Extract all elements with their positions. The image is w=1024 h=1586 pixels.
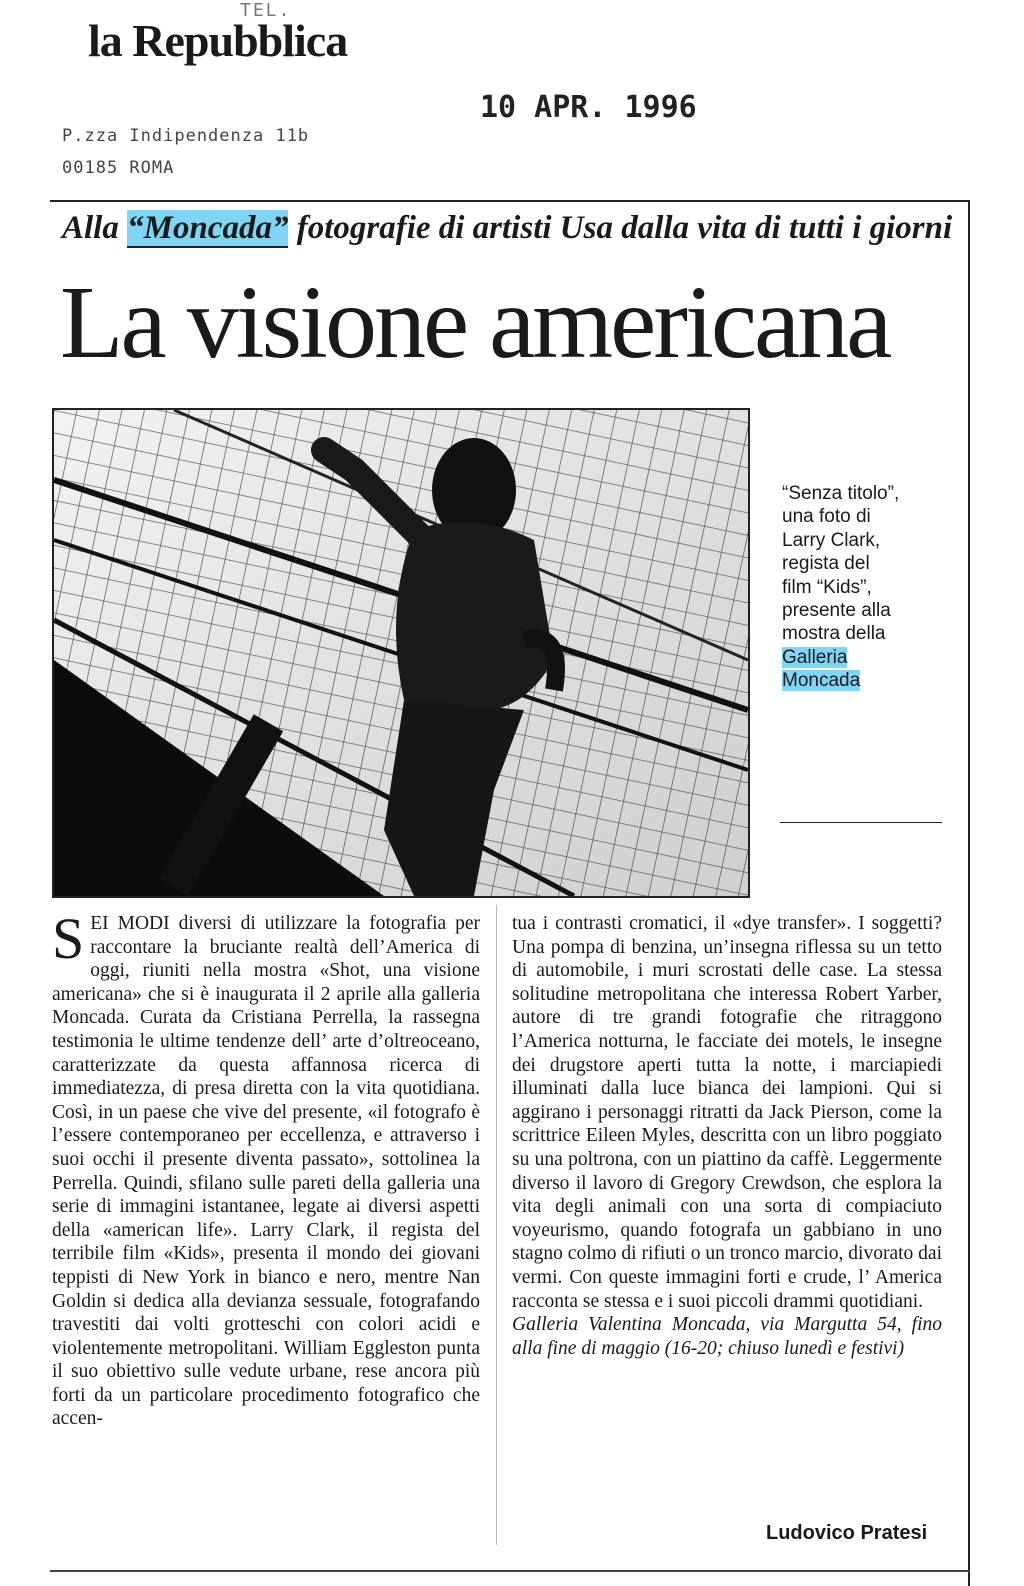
photo-larry-clark-net-climber-icon xyxy=(54,410,748,896)
kicker-highlight: “Moncada” xyxy=(127,210,289,246)
address-stamp xyxy=(62,120,309,184)
exhibition-info: Galleria Valentina Moncada, via Margutta 54, fino alla fine di maggio (16-20; chiuso lunedì e festivi) xyxy=(512,1314,942,1359)
article-column-2 xyxy=(512,912,942,1360)
author-byline: Ludovico Pratesi xyxy=(766,1522,928,1544)
top-stamp-text: TEL. xyxy=(240,0,292,21)
kicker-before: Alla xyxy=(62,210,128,246)
column-2-text: tua i contrasti cromatici, il «dye transfer». I soggetti? Una pompa di benzina, un’insegna riflessa su un tetto di automobile, i muri scrostati delle case. La stessa solitudine metropolitana che interessa Robert Yarber, autore di tre grandi fotografie che ritraggono l’America notturna, le facciate dei motels, le insegne dei drugstore aperti tutta la notte, i marciapiedi illuminati dalla luce bianca dei lampioni. Qui si aggirano i personaggi ritratti da Jack Pierson, come la scrittrice Eileen Myles, descritta con un libro poggiato su una poltrona, con un piattino da caffè. Leggermente diverso il lavoro di Gregory Crewdson, che esplora la vita degli animali con una sorta di compiaciuto voyeurismo, quando fotografa un gabbiano in uno stagno colmo di rifiuti o un tronco marcio, divorato dai vermi. Con queste immagini forti e crude, l’ America racconta se stessa e i suoi piccoli drammi quotidiani. xyxy=(512,913,942,1312)
clipping-border-top xyxy=(50,200,970,202)
article-photo xyxy=(52,408,750,898)
newspaper-masthead: la Repubblica xyxy=(88,15,348,66)
date-stamp: 10 APR. 1996 xyxy=(480,90,697,125)
caption-highlight: Galleria Moncada xyxy=(782,646,861,692)
address-line-2: 00185 ROMA xyxy=(62,158,175,178)
article-headline: La visione americana xyxy=(60,265,890,380)
clipping-border-bottom xyxy=(50,1570,970,1572)
address-line-1: P.zza Indipendenza 11b xyxy=(62,126,310,146)
caption-text: “Senza titolo”, una foto di Larry Clark, regista del film “Kids”, presente alla mostra della xyxy=(782,483,900,645)
caption-rule xyxy=(780,822,942,823)
kicker-after: fotografie di artisti Usa dalla vita di tutti i giorni xyxy=(288,210,953,246)
column-1-text: EI MODI diversi di utilizzare la fotografia per raccontare la bruciante realtà dell’America di oggi, riuniti nella mostra «Shot, una visione americana» che si è inaugurata il 2 aprile alla galleria Moncada. Curata da Cristiana Perrella, la rassegna testimonia le ultime tendenze dell’ arte d’oltreoceano, caratterizzate da questa affannosa ricerca di immediatezza, di presa diretta con la vita quotidiana. Così, in un paese che vive del presente, «il fotografo è l’essere contemporaneo per eccellenza, e attraverso i suoi occhi il presente diventa passato», sottolinea la Perrella. Quindi, sfilano sulle pareti della galleria una serie di immagini istantanee, legate ai diversi aspetti della «american life». Larry Clark, il regista del terribile film «Kids», presenta il mondo dei giovani teppisti di New York in bianco e nero, mentre Nan Goldin si dedica alla devianza sessuale, fotografando travestiti dai volti grotteschi con colori acidi e violentemente metropolitani. William Eggleston punta il suo obiettivo sulle vedute urbane, rese ancora più forti da un particolare procedimento fotografico che accen- xyxy=(52,913,480,1430)
photo-caption xyxy=(782,482,902,693)
column-divider xyxy=(496,905,497,1545)
drop-cap: S xyxy=(52,906,85,971)
article-kicker xyxy=(62,210,962,247)
article-column-1 xyxy=(52,906,480,1431)
clipping-border-right xyxy=(968,200,970,1586)
